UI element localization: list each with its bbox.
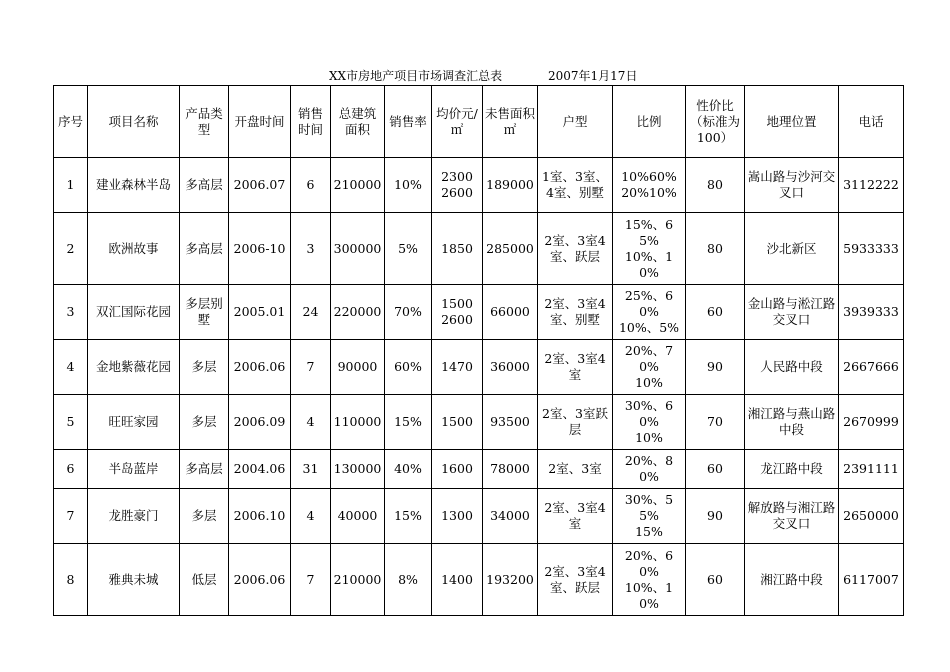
location-cell: 嵩山路与沙河交叉口 [745,158,839,213]
unsold-area-cell: 93500 [483,395,538,450]
sales-rate-cell: 10% [385,158,432,213]
project-name-cell: 雅典未城 [88,544,180,616]
opening-date-cell: 2006.07 [229,158,291,213]
unit-types-cell: 2室、3室4室、跃层 [538,213,613,285]
phone-cell: 5933333 [839,213,904,285]
sales-months-cell: 31 [291,450,331,489]
table-row [54,489,904,544]
unit-ratio-cell: 30%、60% 10% [613,395,686,450]
sales-rate-cell: 70% [385,285,432,340]
unsold-area-cell: 34000 [483,489,538,544]
product-type-cell: 多层 [180,489,229,544]
average-price-cell: 1470 [432,340,483,395]
opening-date-cell: 2006-10 [229,213,291,285]
unit-ratio-cell: 20%、70% 10% [613,340,686,395]
unit-types-cell: 2室、3室4室 [538,340,613,395]
unsold-area-cell: 193200 [483,544,538,616]
unit-types-cell: 2室、3室4室、别墅 [538,285,613,340]
total-area-cell: 210000 [331,158,385,213]
header-cell: 开盘时间 [229,86,291,158]
average-price-cell: 1500 [432,395,483,450]
product-type-cell: 多高层 [180,450,229,489]
phone-cell: 6117007 [839,544,904,616]
table-row [54,158,904,213]
table-row [54,213,904,285]
average-price-cell: 2300 2600 [432,158,483,213]
table-row [54,395,904,450]
unit-ratio-cell: 30%、55% 15% [613,489,686,544]
sales-rate-cell: 8% [385,544,432,616]
total-area-cell: 210000 [331,544,385,616]
header-cell: 比例 [613,86,686,158]
survey-table [53,85,904,616]
table-row [54,544,904,616]
value-index-cell: 70 [686,395,745,450]
unsold-area-cell: 189000 [483,158,538,213]
row-number-cell: 6 [54,450,88,489]
location-cell: 解放路与湘江路交叉口 [745,489,839,544]
sales-rate-cell: 40% [385,450,432,489]
sales-rate-cell: 15% [385,395,432,450]
phone-cell: 2391111 [839,450,904,489]
product-type-cell: 多高层 [180,158,229,213]
location-cell: 湘江路中段 [745,544,839,616]
report-title: XX市房地产项目市场调查汇总表 [329,69,503,83]
row-number-cell: 5 [54,395,88,450]
average-price-cell: 1850 [432,213,483,285]
project-name-cell: 双汇国际花园 [88,285,180,340]
unit-ratio-cell: 25%、60% 10%、5% [613,285,686,340]
phone-cell: 3939333 [839,285,904,340]
project-name-cell: 龙胜豪门 [88,489,180,544]
row-number-cell: 2 [54,213,88,285]
location-cell: 沙北新区 [745,213,839,285]
row-number-cell: 1 [54,158,88,213]
unsold-area-cell: 66000 [483,285,538,340]
value-index-cell: 60 [686,285,745,340]
average-price-cell: 1600 [432,450,483,489]
total-area-cell: 110000 [331,395,385,450]
phone-cell: 3112222 [839,158,904,213]
value-index-cell: 60 [686,544,745,616]
total-area-cell: 40000 [331,489,385,544]
report-title-line [0,68,950,84]
header-cell: 项目名称 [88,86,180,158]
opening-date-cell: 2006.10 [229,489,291,544]
sales-months-cell: 7 [291,340,331,395]
sales-months-cell: 4 [291,489,331,544]
unit-types-cell: 2室、3室 [538,450,613,489]
opening-date-cell: 2004.06 [229,450,291,489]
unit-ratio-cell: 15%、65% 10%、10% [613,213,686,285]
value-index-cell: 60 [686,450,745,489]
product-type-cell: 低层 [180,544,229,616]
header-cell: 均价元/㎡ [432,86,483,158]
product-type-cell: 多高层 [180,213,229,285]
header-cell: 产品类型 [180,86,229,158]
unit-ratio-cell: 20%、60% 10%、10% [613,544,686,616]
header-cell: 未售面积㎡ [483,86,538,158]
project-name-cell: 半岛蓝岸 [88,450,180,489]
project-name-cell: 欧洲故事 [88,213,180,285]
product-type-cell: 多层 [180,395,229,450]
average-price-cell: 1400 [432,544,483,616]
value-index-cell: 90 [686,340,745,395]
product-type-cell: 多层别墅 [180,285,229,340]
header-cell: 电话 [839,86,904,158]
row-number-cell: 3 [54,285,88,340]
header-cell: 性价比（标准为100） [686,86,745,158]
sales-months-cell: 6 [291,158,331,213]
total-area-cell: 130000 [331,450,385,489]
phone-cell: 2667666 [839,340,904,395]
header-cell: 销售时间 [291,86,331,158]
sales-rate-cell: 5% [385,213,432,285]
unsold-area-cell: 78000 [483,450,538,489]
value-index-cell: 80 [686,158,745,213]
average-price-cell: 1500 2600 [432,285,483,340]
opening-date-cell: 2006.06 [229,340,291,395]
average-price-cell: 1300 [432,489,483,544]
row-number-cell: 4 [54,340,88,395]
product-type-cell: 多层 [180,340,229,395]
header-row [54,86,904,158]
project-name-cell: 建业森林半岛 [88,158,180,213]
sales-rate-cell: 15% [385,489,432,544]
opening-date-cell: 2006.06 [229,544,291,616]
unit-ratio-cell: 20%、80% [613,450,686,489]
sales-months-cell: 7 [291,544,331,616]
header-cell: 序号 [54,86,88,158]
unit-types-cell: 2室、3室跃层 [538,395,613,450]
phone-cell: 2670999 [839,395,904,450]
phone-cell: 2650000 [839,489,904,544]
sales-months-cell: 3 [291,213,331,285]
sales-months-cell: 4 [291,395,331,450]
unit-types-cell: 2室、3室4室、跃层 [538,544,613,616]
location-cell: 金山路与淞江路交叉口 [745,285,839,340]
row-number-cell: 8 [54,544,88,616]
total-area-cell: 90000 [331,340,385,395]
unit-types-cell: 2室、3室4室 [538,489,613,544]
total-area-cell: 220000 [331,285,385,340]
header-cell: 总建筑面积 [331,86,385,158]
location-cell: 龙江路中段 [745,450,839,489]
value-index-cell: 80 [686,213,745,285]
unit-ratio-cell: 10%60% 20%10% [613,158,686,213]
unit-types-cell: 1室、3室、4室、别墅 [538,158,613,213]
row-number-cell: 7 [54,489,88,544]
value-index-cell: 90 [686,489,745,544]
location-cell: 人民路中段 [745,340,839,395]
opening-date-cell: 2006.09 [229,395,291,450]
header-cell: 户型 [538,86,613,158]
sales-months-cell: 24 [291,285,331,340]
report-date: 2007年1月17日 [548,69,638,83]
opening-date-cell: 2005.01 [229,285,291,340]
location-cell: 湘江路与燕山路中段 [745,395,839,450]
unsold-area-cell: 285000 [483,213,538,285]
header-cell: 销售率 [385,86,432,158]
table-row [54,285,904,340]
header-cell: 地理位置 [745,86,839,158]
sales-rate-cell: 60% [385,340,432,395]
total-area-cell: 300000 [331,213,385,285]
table-row [54,340,904,395]
unsold-area-cell: 36000 [483,340,538,395]
project-name-cell: 金地紫薇花园 [88,340,180,395]
table-row [54,450,904,489]
project-name-cell: 旺旺家园 [88,395,180,450]
